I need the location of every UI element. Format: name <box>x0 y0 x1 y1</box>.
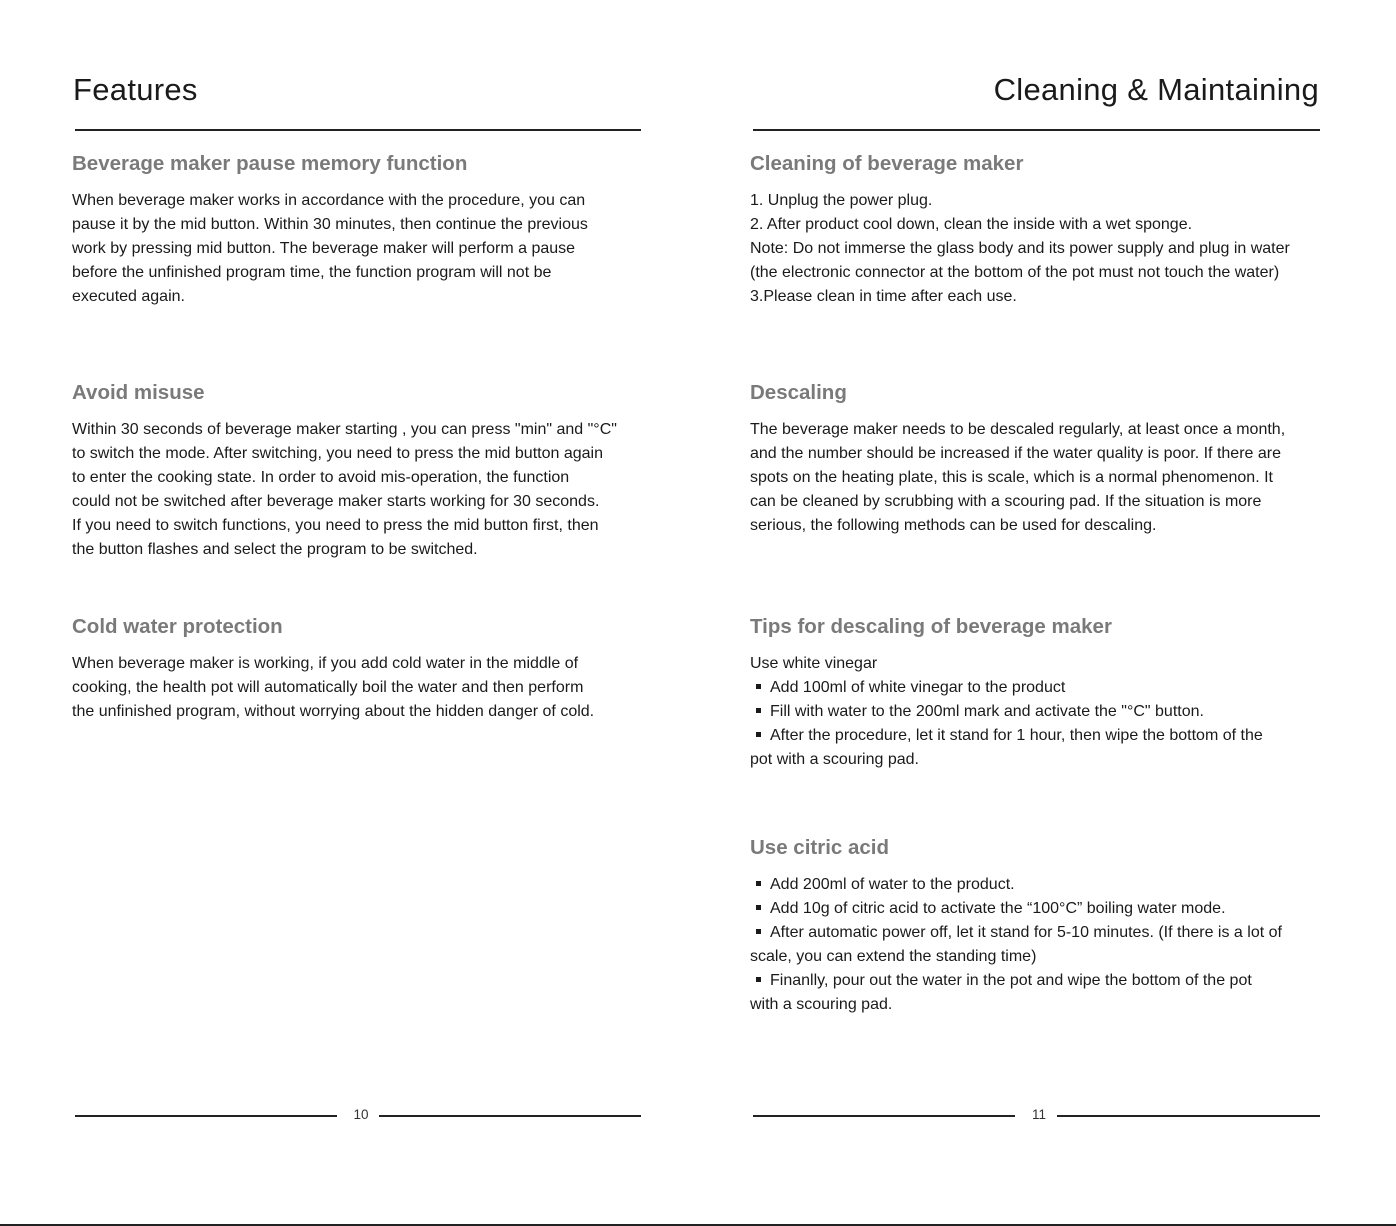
paragraph-line: 1. Unplug the power plug. <box>750 192 933 209</box>
section-heading: Avoid misuse <box>72 381 205 404</box>
section-citric-acid <box>750 834 1350 1017</box>
paragraph-line: spots on the heating plate, this is scale, which is a normal phenomenon. It <box>750 469 1273 486</box>
paragraph-line: before the unfinished program time, the function program will not be <box>72 264 552 281</box>
section-cold-water-protection <box>72 613 662 724</box>
section-avoid-misuse <box>72 379 662 562</box>
paragraph-line: pause it by the mid button. Within 30 minutes, then continue the previous <box>72 216 588 233</box>
bullet-item: Add 100ml of white vinegar to the product <box>750 676 1350 700</box>
page-number: 11 <box>1031 1107 1046 1122</box>
paragraph-line: to switch the mode. After switching, you need to press the mid button again <box>72 445 603 462</box>
section-heading: Tips for descaling of beverage maker <box>750 615 1112 638</box>
paragraph-line: scale, you can extend the standing time) <box>750 948 1037 965</box>
section-descaling <box>750 379 1350 538</box>
paragraph-line: If you need to switch functions, you need to press the mid button first, then <box>72 517 599 534</box>
section-heading: Use citric acid <box>750 836 890 859</box>
paragraph-line: work by pressing mid button. The beverage maker will perform a pause <box>72 240 576 257</box>
footer-divider <box>75 1115 337 1117</box>
paragraph-line: When beverage maker works in accordance with the procedure, you can <box>72 192 586 209</box>
bullet-item: Finanlly, pour out the water in the pot and wipe the bottom of the pot <box>750 969 1350 993</box>
paragraph-line: The beverage maker needs to be descaled regularly, at least once a month, <box>750 421 1286 438</box>
section-pause-memory <box>72 150 662 309</box>
paragraph-line: Within 30 seconds of beverage maker starting , you can press "min" and "°C" <box>72 421 617 438</box>
paragraph-line: pot with a scouring pad. <box>750 751 919 768</box>
section-descaling-tips <box>750 613 1350 772</box>
paragraph-line: to enter the cooking state. In order to avoid mis-operation, the function <box>72 469 570 486</box>
page-title: Cleaning & Maintaining <box>993 72 1319 107</box>
paragraph-line: serious, the following methods can be used for descaling. <box>750 517 1157 534</box>
bullet-item: Add 10g of citric acid to activate the “100°C” boiling water mode. <box>750 897 1350 921</box>
section-heading: Cold water protection <box>72 615 283 638</box>
bullet-item: After automatic power off, let it stand for 5-10 minutes. (If there is a lot of <box>750 921 1350 945</box>
paragraph-line: Note: Do not immerse the glass body and its power supply and plug in water <box>750 240 1290 257</box>
paragraph-line: (the electronic connector at the bottom of the pot must not touch the water) <box>750 264 1280 281</box>
bullet-item: After the procedure, let it stand for 1 hour, then wipe the bottom of the <box>750 724 1350 748</box>
paragraph-line: can be cleaned by scrubbing with a scouring pad. If the situation is more <box>750 493 1262 510</box>
footer-divider <box>753 1115 1015 1117</box>
paragraph-line: the button flashes and select the program to be switched. <box>72 541 478 558</box>
bullet-item: Add 200ml of water to the product. <box>750 873 1350 897</box>
paragraph-line: could not be switched after beverage maker starts working for 30 seconds. <box>72 493 600 510</box>
paragraph-line: Use white vinegar <box>750 655 878 672</box>
section-heading: Descaling <box>750 381 847 404</box>
paragraph-line: cooking, the health pot will automatically boil the water and then perform <box>72 679 584 696</box>
paragraph-line: the unfinished program, without worrying about the hidden danger of cold. <box>72 703 595 720</box>
title-divider <box>753 129 1320 131</box>
paragraph-line: executed again. <box>72 288 185 305</box>
section-heading: Beverage maker pause memory function <box>72 152 468 175</box>
paragraph-line: and the number should be increased if the water quality is poor. If there are <box>750 445 1281 462</box>
paragraph-line: with a scouring pad. <box>750 996 893 1013</box>
right-page <box>698 0 1396 1226</box>
footer-divider <box>1057 1115 1320 1117</box>
paragraph-line: 3.Please clean in time after each use. <box>750 288 1017 305</box>
paragraph-line: 2. After product cool down, clean the inside with a wet sponge. <box>750 216 1193 233</box>
page-title: Features <box>73 72 198 107</box>
section-cleaning <box>750 150 1350 309</box>
footer-divider <box>379 1115 641 1117</box>
bullet-item: Fill with water to the 200ml mark and activate the "°C" button. <box>750 700 1350 724</box>
title-divider <box>75 129 641 131</box>
paragraph-line: When beverage maker is working, if you add cold water in the middle of <box>72 655 579 672</box>
section-heading: Cleaning of beverage maker <box>750 152 1024 175</box>
page-number: 10 <box>353 1107 369 1122</box>
